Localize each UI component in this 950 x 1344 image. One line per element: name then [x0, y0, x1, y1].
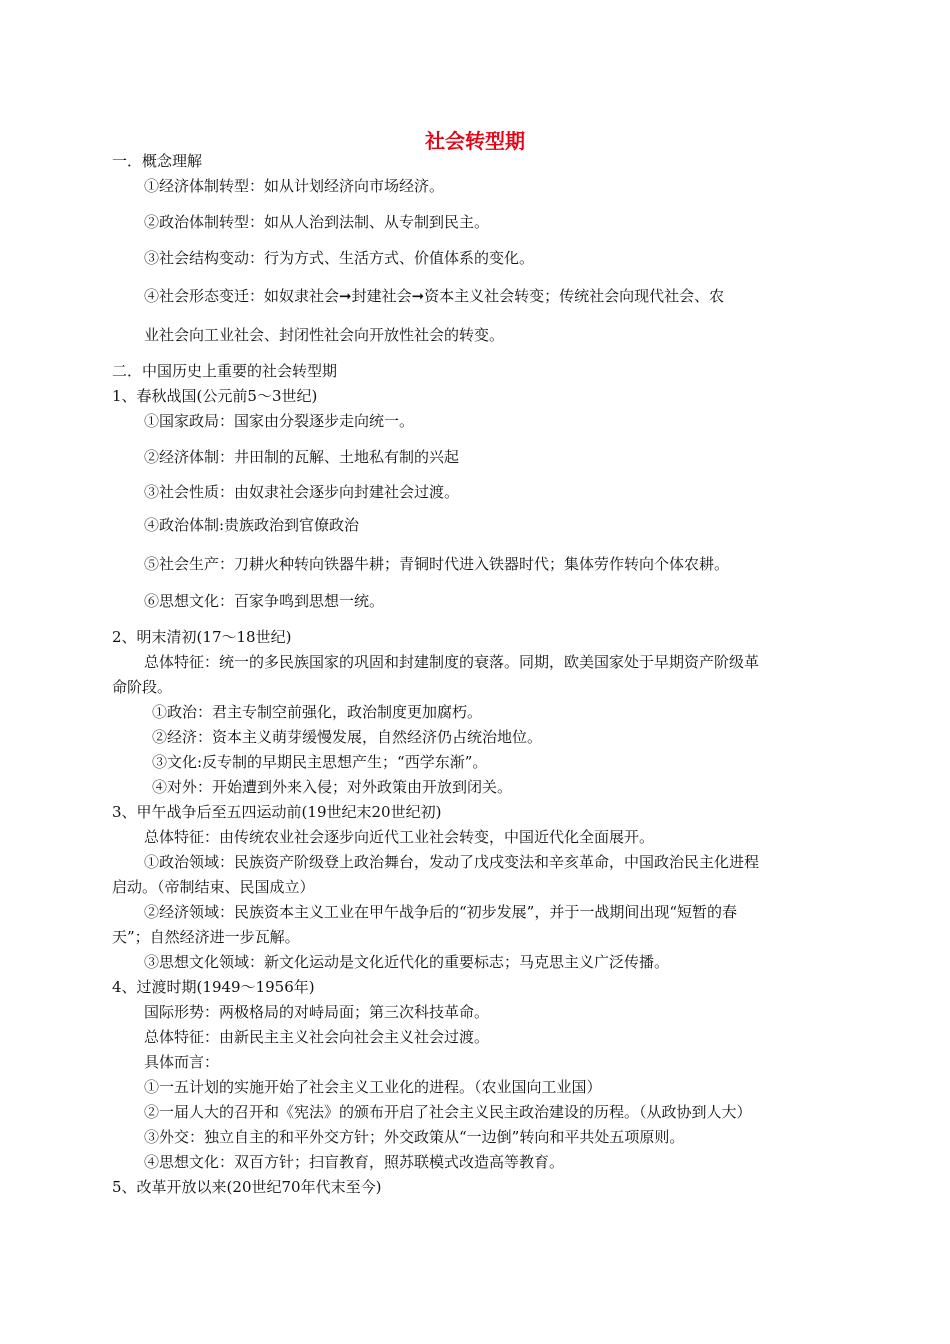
list-item: ②经济领域：民族资本主义工业在甲午战争后的“初步发展”，并于一战期间出现“短暂的春 [144, 903, 738, 921]
paragraph: 具体而言： [144, 1053, 220, 1071]
paragraph-continuation: 命阶段。 [112, 678, 173, 696]
list-item: ①一五计划的实施开始了社会主义工业化的进程。（农业国向工业国） [144, 1078, 602, 1096]
list-item: ①政治领域：民族资产阶级登上政治舞台，发动了戊戌变法和辛亥革命，中国政治民主化进程 [144, 853, 760, 871]
list-item: ③思想文化领域：新文化运动是文化近代化的重要标志；马克思主义广泛传播。 [144, 953, 670, 971]
subsection-heading: 2、明末清初(17～18世纪) [112, 628, 292, 646]
paragraph: 国际形势：两极格局的对峙局面；第三次科技革命。 [144, 1003, 490, 1021]
paragraph: 总体特征：由新民主主义社会向社会主义社会过渡。 [144, 1028, 490, 1046]
list-item: ②经济体制：井田制的瓦解、土地私有制的兴起 [144, 448, 460, 466]
list-item: ①政治：君主专制空前强化，政治制度更加腐朽。 [152, 703, 483, 721]
subsection-heading: 1、春秋战国(公元前5～3世纪) [112, 387, 318, 405]
list-item: ③文化:反专制的早期民主思想产生；“西学东渐”。 [152, 753, 488, 771]
list-item: ①经济体制转型：如从计划经济向市场经济。 [144, 177, 445, 195]
list-item: ③外交：独立自主的和平外交方针；外交政策从“一边倒”转向和平共处五项原则。 [144, 1128, 685, 1146]
paragraph-continuation: 启动。（帝制结束、民国成立） [112, 878, 315, 896]
subsection-heading: 3、甲午战争后至五四运动前(19世纪末20世纪初) [112, 803, 442, 821]
subsection-heading: 5、改革开放以来(20世纪70年代末至今) [112, 1178, 382, 1196]
section-heading: 一．概念理解 [112, 152, 203, 170]
paragraph: 总体特征：统一的多民族国家的巩固和封建制度的衰落。同期，欧美国家处于早期资产阶级革 [144, 653, 760, 671]
list-item: ⑤社会生产：刀耕火种转向铁器牛耕；青铜时代进入铁器时代；集体劳作转向个体农耕。 [144, 555, 730, 573]
list-item: ②一届人大的召开和《宪法》的颁布开启了社会主义民主政治建设的历程。（从政协到人大） [144, 1103, 752, 1121]
section-heading: 二．中国历史上重要的社会转型期 [112, 362, 338, 380]
paragraph-continuation: 天”；自然经济进一步瓦解。 [112, 928, 300, 946]
list-item: ④社会形态变迁：如奴隶社会➞封建社会➞资本主义社会转变；传统社会向现代社会、农 [144, 287, 725, 305]
page-title: 社会转型期 [425, 129, 525, 153]
paragraph: 总体特征：由传统农业社会逐步向近代工业社会转变，中国近代化全面展开。 [144, 828, 655, 846]
list-item: ①国家政局：国家由分裂逐步走向统一。 [144, 412, 415, 430]
list-item: ⑥思想文化：百家争鸣到思想一统。 [144, 592, 385, 610]
list-item: ④对外：开始遭到外来入侵；对外政策由开放到闭关。 [152, 778, 513, 796]
list-item: ③社会性质：由奴隶社会逐步向封建社会过渡。 [144, 483, 460, 501]
list-item: ②政治体制转型：如从人治到法制、从专制到民主。 [144, 213, 490, 231]
list-item: ④思想文化：双百方针；扫盲教育，照苏联模式改造高等教育。 [144, 1153, 565, 1171]
subsection-heading: 4、过渡时期(1949～1956年) [112, 978, 315, 996]
list-item: ②经济：资本主义萌芽缓慢发展，自然经济仍占统治地位。 [152, 728, 543, 746]
list-item: ④政治体制:贵族政治到官僚政治 [144, 516, 360, 534]
paragraph-continuation: 业社会向工业社会、封闭性社会向开放性社会的转变。 [144, 326, 505, 344]
list-item: ③社会结构变动：行为方式、生活方式、价值体系的变化。 [144, 249, 535, 267]
